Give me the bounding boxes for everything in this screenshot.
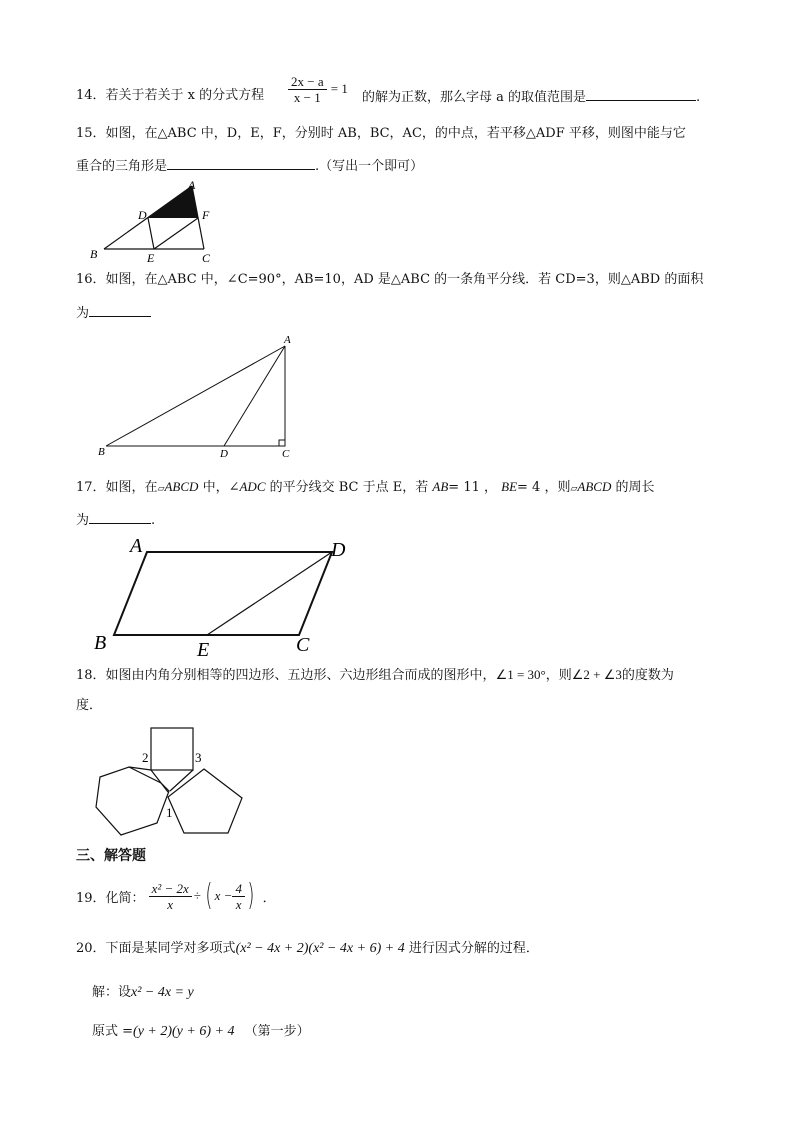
q16-line2: [76, 304, 151, 322]
q17-label-d: D: [331, 539, 346, 561]
q14-line: [76, 88, 264, 104]
q16-right-angle-mark: [279, 440, 285, 446]
q18-text-c: ，则: [545, 668, 572, 683]
q14-answer-blank[interactable]: [586, 88, 696, 101]
q18-text-line2: 度．: [76, 698, 103, 713]
q18-text-a: 如图由内角分别相等的四边形、五边形、六边形组合而成的图形中，: [105, 668, 496, 683]
q17-text-5: 的平分线交 BC 于点 E，若: [269, 480, 429, 495]
q17-text-7: = 11 ，: [448, 480, 497, 495]
q14-end: .: [696, 90, 701, 105]
q16-number: 16．: [76, 272, 106, 287]
q15-label-e: E: [147, 251, 155, 264]
q16-label-a: A: [284, 334, 291, 346]
q19-inner-a: x −: [214, 888, 233, 903]
q14-fraction: [288, 74, 348, 105]
q16-text-line2: 为: [76, 306, 90, 321]
q18-figure: [88, 720, 258, 844]
q20-line1: [76, 941, 539, 957]
q17-number: 17．: [76, 480, 106, 495]
q17-line2: [76, 511, 155, 529]
parallelogram-icon: ▱: [157, 484, 165, 494]
q17-answer-blank[interactable]: [89, 511, 151, 524]
q14-eq: = 1: [330, 81, 348, 96]
q16-figure: [90, 330, 310, 464]
q18-line1: [76, 667, 674, 684]
q15-figure: [86, 178, 226, 264]
q16-label-b: B: [98, 446, 105, 458]
q17-text-11: 的周长: [615, 480, 655, 495]
q17-label-c: C: [296, 634, 310, 656]
q17-text-3: 中，∠: [202, 480, 240, 495]
q17-text-8: BE: [501, 479, 518, 494]
q18-label-2: 2: [142, 750, 149, 765]
q15-label-f: F: [202, 208, 210, 222]
q17-text-line2: 为: [76, 513, 90, 528]
q20-text-after: 进行因式分解的过程．: [408, 941, 539, 956]
q16-line1: [76, 272, 703, 288]
q17-end: .: [151, 513, 156, 528]
q20-solution-line: [92, 985, 194, 1001]
q17-label-a: A: [130, 535, 143, 557]
q19-frac1-den: x: [167, 896, 174, 912]
q20-step1-label: 原式 =: [92, 1024, 134, 1039]
q17-label-e: E: [197, 639, 210, 660]
q14-line-after: [362, 88, 700, 106]
q15-line2: [76, 157, 423, 175]
q19-text: 化简：: [105, 890, 145, 906]
q17-text-2: ABCD: [164, 479, 199, 494]
q15-label-a: A: [188, 178, 196, 192]
q18-line2: [76, 698, 102, 714]
q17-text-10: ABCD: [577, 479, 612, 494]
q19-frac2-den: x: [235, 896, 242, 912]
q15-text-line2-before: 重合的三角形是: [76, 159, 168, 174]
q18-text-d: ∠2 + ∠3: [571, 667, 622, 682]
q18-hexagon: [96, 767, 169, 835]
q14-text-before: 若关于若关于 x 的分式方程: [105, 88, 265, 103]
q16-label-c: C: [282, 448, 290, 460]
q17-text-1: 如图，在: [105, 480, 158, 495]
q20-number: 20．: [76, 941, 106, 956]
q16-text-line1: 如图，在△ABC 中，∠C=90°，AB=10，AD 是△ABC 的一条角平分线．若 CD=3，则△ABD 的面积: [105, 272, 704, 287]
q20-step1-line: [92, 1024, 310, 1040]
q19-div: ÷: [193, 888, 201, 903]
q20-text-before: 下面是某同学对多项式: [105, 941, 236, 956]
q19-frac1-num: x² − 2x: [149, 881, 192, 897]
q18-square: [151, 728, 193, 770]
q14-frac-den: x − 1: [293, 90, 321, 105]
q14-text-after: 的解为正数，那么字母 a 的取值范围是: [362, 90, 587, 105]
q17-label-b: B: [94, 632, 107, 654]
q20-sol-label: 解：设: [92, 985, 132, 1000]
q15-answer-blank[interactable]: [167, 157, 315, 170]
q14-frac-num: 2x − a: [288, 74, 327, 90]
q16-label-d: D: [220, 448, 228, 460]
q20-step1-expr: (y + 2)(y + 6) + 4: [133, 1024, 235, 1039]
q18-label-3: 3: [195, 750, 202, 765]
q18-label-1: 1: [166, 805, 173, 820]
q19-number: 19．: [76, 890, 106, 906]
q15-label-b: B: [90, 247, 98, 261]
q20-expr: (x² − 4x + 2)(x² − 4x + 6) + 4: [235, 941, 405, 956]
q18-text-b: ∠1 = 30°: [495, 667, 546, 682]
q17-line1: [76, 479, 655, 497]
q15-line1: [76, 126, 686, 142]
q17-text-6: AB: [432, 479, 449, 494]
q16-answer-blank[interactable]: [89, 304, 151, 317]
q18-pentagon: [168, 769, 242, 833]
section-3-title: 三、解答题: [76, 848, 146, 864]
q14-number: 14．: [76, 88, 106, 103]
q15-number: 15．: [76, 126, 106, 141]
q15-text-line1: 如图，在△ABC 中，D，E，F，分别时 AB，BC，AC，的中点，若平移△ADF 平移，则图中能与它: [105, 126, 686, 141]
q15-text-line2-after: .（写出一个即可）: [315, 159, 424, 174]
q17-figure: [90, 534, 360, 660]
q15-label-c: C: [202, 251, 211, 264]
q20-sol-expr: x² − 4x = y: [131, 985, 194, 1000]
q20-step1-note: （第一步）: [244, 1024, 310, 1039]
q17-text-4: ADC: [239, 479, 266, 494]
q15-label-d: D: [138, 208, 147, 222]
q17-text-9: = 4 ，则: [517, 480, 571, 495]
q19-line: 19． 化简： $\frac{\text{x² − 2x}}{x}$ ÷ ( x − $\frac{4}{x}$ ) ．: [76, 878, 276, 913]
q18-text-e: 的度数为: [621, 668, 674, 683]
parallelogram-icon: ▱: [570, 484, 578, 494]
q19-frac2-num: 4: [232, 881, 245, 897]
q18-number: 18．: [76, 668, 106, 683]
q19-end: ．: [262, 890, 276, 906]
